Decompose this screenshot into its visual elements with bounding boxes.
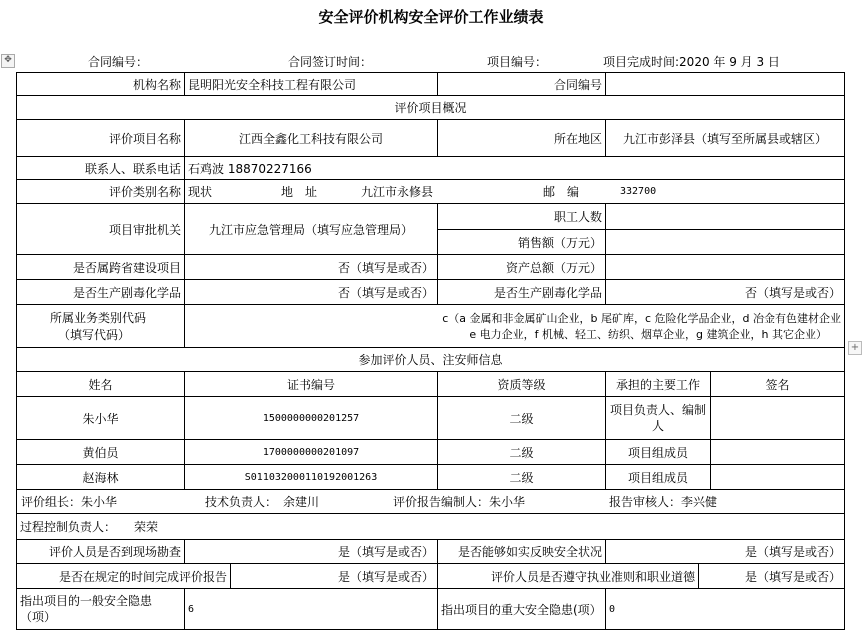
truth-value[interactable]: 是（填写是或否） [605,539,845,564]
toxic-label: 是否生产剧毒化学品 [16,279,185,305]
tech-lead: 技术负责人： 余建川 [205,495,320,509]
contact-value[interactable]: 石鸡波 18870227166 [184,156,845,180]
assets-value[interactable] [605,254,845,280]
staff-sign[interactable] [710,439,845,465]
staff-level: 二级 [437,464,606,490]
type-value[interactable]: 现状 [188,185,213,199]
project-name-value[interactable]: 江西全鑫化工科技有限公司 [184,119,438,157]
staff-role: 项目组成员 [605,439,711,465]
org-name-label: 机构名称 [16,72,185,96]
staff-sign[interactable] [710,396,845,440]
region-label: 所在地区 [437,119,606,157]
cross-province-value[interactable]: 否（填写是或否） [184,254,438,280]
sign-time-label: 合同签订时间： [288,55,373,69]
staff-count-value[interactable] [605,203,845,230]
truth-label: 是否能够如实反映安全状况 [437,539,606,564]
staff-level: 二级 [437,439,606,465]
staff-level: 二级 [437,396,606,440]
address-label: 地 址 [281,185,318,199]
postcode-value[interactable]: 332700 [620,186,657,197]
biz-line2: e 电力企业，f 机械、轻工、纺织、烟草企业，g 建筑企业，h 其它企业） [469,328,827,341]
toxic2-value[interactable]: 否（填写是或否） [605,279,845,305]
add-column-icon[interactable]: + [848,341,862,355]
staff-name: 黄伯员 [16,439,185,465]
biz-line1: c（a 金属和非金属矿山企业，b 尾矿库，c 危险化学品企业，d 冶金有色建材企业 [442,312,841,325]
toxic-value[interactable]: 否（填写是或否） [184,279,438,305]
address-value[interactable]: 九江市永修县 [361,185,434,199]
cross-province-label: 是否属跨省建设项目 [16,254,185,280]
approval-value[interactable]: 九江市应急管理局（填写应急管理局） [184,203,438,255]
staff-name: 朱小华 [16,396,185,440]
major-hazard-label: 指出项目的重大安全隐患(项） [437,588,606,630]
staff-role: 项目负责人、编制人 [605,396,711,440]
sales-value[interactable] [605,229,845,255]
type-label: 评价类别名称 [16,179,185,204]
col-cert-header: 证书编号 [184,371,438,397]
page-title: 安全评价机构安全评价工作业绩表 [318,8,544,26]
ontime-label: 是否在规定的时间完成评价报告 [16,563,231,589]
staff-count-label: 职工人数 [437,203,606,230]
toxic2-label: 是否生产剧毒化学品 [437,279,606,305]
report-reviewer: 报告审核人：李兴健 [609,495,718,509]
general-hazard-label: 指出项目的一般安全隐患（项） [16,588,185,630]
contract-no-label: 合同编号： [88,55,149,69]
staff-cert: 1500000000201257 [184,396,438,440]
sales-label: 销售额（万元） [437,229,606,255]
general-hazard-value[interactable]: 6 [184,588,438,630]
report-writer: 评价报告编制人：朱小华 [393,495,526,509]
team-leader: 评价组长：朱小华 [21,495,118,509]
col-name-header: 姓名 [16,371,185,397]
overview-title: 评价项目概况 [16,95,845,120]
site-check-value[interactable]: 是（填写是或否） [184,539,438,564]
staff-cert: S011032000110192001263 [184,464,438,490]
biz-label-line2: （填写代码） [58,328,131,342]
move-handle-icon[interactable]: ✥ [1,54,15,68]
staff-role: 项目组成员 [605,464,711,490]
col-level-header: 资质等级 [437,371,606,397]
finish-time-label: 项目完成时间:2020 年 9 月 3 日 [603,55,780,69]
staff-cert: 1700000000201097 [184,439,438,465]
ethics-value[interactable]: 是（填写是或否） [698,563,845,589]
site-check-label: 评价人员是否到现场勘查 [16,539,185,564]
contact-label: 联系人、联系电话 [16,156,185,180]
org-name-value[interactable]: 昆明阳光安全科技工程有限公司 [184,72,438,96]
col-role-header: 承担的主要工作 [605,371,711,397]
major-hazard-value[interactable]: 0 [605,588,845,630]
postcode-label: 邮 编 [543,185,580,199]
staff-section-title: 参加评价人员、注安师信息 [16,347,845,372]
ethics-label: 评价人员是否遵守执业准则和职业道德 [437,563,699,589]
biz-label-line1: 所属业务类别代码 [50,311,147,325]
process-control: 过程控制负责人： 荣荣 [16,513,845,540]
col-sign-header: 签名 [710,371,845,397]
staff-sign[interactable] [710,464,845,490]
staff-name: 赵海林 [16,464,185,490]
type-row-frame [184,179,845,204]
approval-label: 项目审批机关 [16,203,185,255]
project-no-label: 项目编号： [487,55,548,69]
contract-label: 合同编号 [437,72,606,96]
biz-category-label [16,304,185,348]
assets-label: 资产总额（万元） [437,254,606,280]
contract-value[interactable] [605,72,845,96]
biz-category-value[interactable] [184,304,845,348]
region-value[interactable]: 九江市彭泽县（填写至所属县或辖区） [605,119,845,157]
project-name-label: 评价项目名称 [16,119,185,157]
ontime-value[interactable]: 是（填写是或否） [230,563,438,589]
